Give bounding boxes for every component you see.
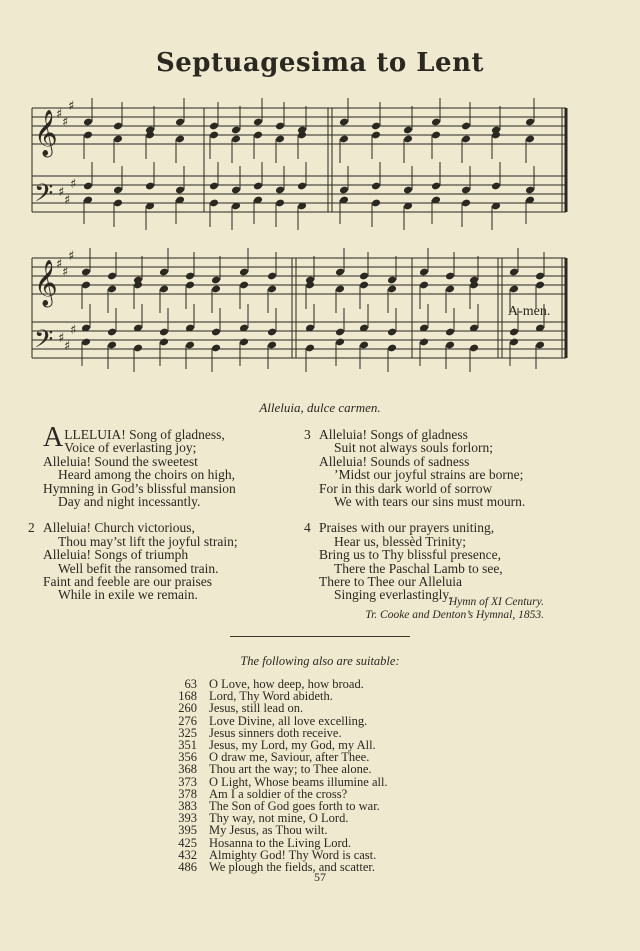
clef-glyph: ♯ [62,115,69,130]
verse-line: Bring us to Thy blissful presence, [319,547,501,563]
hymn-list-item [168,776,388,788]
hymn-list-item [168,837,388,849]
hymn-number: 378 [178,786,197,801]
verse-line: Faint and feeble are our praises [43,574,213,590]
verse-1 [28,422,298,510]
clef-glyph: ♯ [56,257,63,272]
hymn-number: 395 [178,823,197,838]
clef-glyph: 𝄞 [34,260,58,306]
hymn-first-line: Thy way, not mine, O Lord. [209,811,349,826]
verse-line: Hymning in God’s blissful mansion [43,480,236,496]
hymn-number: 425 [178,835,197,850]
verse-number: 3 [304,427,311,442]
clef-glyph: ♯ [70,177,77,192]
hymn-first-line: Jesus sinners doth receive. [209,725,342,740]
hymn-number: 383 [178,799,197,814]
verse-line: There to Thee our Alleluia [319,574,462,590]
hymn-list-item [168,702,388,714]
verse-line: ALLELUIA! Song of gladness, [43,422,225,453]
clef-glyph: ♯ [68,249,75,264]
hymn-first-line: Am I a soldier of the cross? [209,786,348,801]
music-score [0,0,640,380]
hymn-first-line: The Son of God goes forth to war. [209,799,380,814]
verse-line: Well befit the ransomed train. [58,560,219,576]
verse-line: Alleluia! Songs of gladness [319,427,468,442]
verse-line: Alleluia! Church victorious, [43,520,195,536]
hymn-number: 351 [178,738,197,753]
clef-glyph: ♯ [70,323,77,338]
hymn-number: 276 [178,713,197,728]
verse-line: Alleluia! Songs of triumph [43,547,189,563]
hymn-first-line: Almighty God! Thy Word is cast. [209,847,377,862]
hymn-number: 486 [178,860,197,875]
hymn-list-item [168,763,388,775]
verse-number: 4 [304,520,311,536]
verse-line: Day and night incessantly. [58,494,201,510]
hymn-list-item [168,715,388,727]
verse-line: Thou may’st lift the joyful strain; [58,533,238,549]
suitable-hymn-list [168,678,388,873]
hymn-first-line: Jesus, my Lord, my God, my All. [209,738,376,753]
page-number: 57 [314,870,326,884]
clef-glyph: ♯ [64,193,71,208]
hymn-first-line: We plough the fields, and scatter. [209,860,375,875]
hymn-first-line: O Love, how deep, how broad. [209,677,364,691]
clef-glyph: ♯ [56,107,63,122]
section-divider [230,636,410,637]
verses-right-column [304,428,614,615]
hymn-number: 63 [184,677,197,691]
verse-line: Alleluia! Sound the sweetest [43,453,198,469]
hymn-first-line: Thou art the way; to Thee alone. [209,762,372,777]
hymn-number: 373 [178,774,197,789]
verse-line: Alleluia! Sounds of sadness [319,453,470,469]
hymn-number: 393 [178,811,197,826]
clef-glyph: ♯ [62,265,69,280]
hymn-first-line: O draw me, Saviour, after Thee. [209,750,370,765]
clef-glyph: ♯ [68,99,75,114]
clef-glyph: ♯ [58,185,65,200]
hymn-number: 356 [178,750,197,765]
hymn-number: 260 [178,701,197,716]
hymn-first-line: O Light, Whose beams illumine all. [209,774,388,789]
hymn-first-line: Lord, Thy Word abideth. [209,689,333,704]
verse-4 [304,521,614,601]
verses-left-column [28,422,298,615]
hymn-list-item [168,824,388,836]
verse-line: Praises with our prayers uniting, [319,520,495,536]
verse-line: While in exile we remain. [58,587,198,603]
verse-line: Heard among the choirs on high, [58,467,235,483]
verse-line: ’Midst our joyful strains are borne; [334,467,524,483]
hymn-first-line: Love Divine, all love excelling. [209,713,368,728]
clef-glyph: ♯ [64,339,71,354]
hymn-attribution [304,596,544,622]
suitable-heading: The following also are suitable: [240,654,400,668]
hymn-first-line: My Jesus, as Thou wilt. [209,823,328,838]
verse-line: Singing everlastingly. [334,587,452,603]
verse-number: 2 [28,520,35,536]
hymn-number: 432 [178,847,197,862]
hymn-first-line: Jesus, still lead on. [209,701,304,716]
verse-line: There the Paschal Lamb to see, [334,560,503,576]
clef-glyph: ♯ [58,331,65,346]
amen-label: A-men. [508,304,551,319]
hymn-first-line: Hosanna to the Living Lord. [209,835,351,850]
page-title: Septuagesima to Lent [155,48,485,78]
verse-line: Voice of everlasting joy; [64,440,197,456]
verse-3 [304,428,614,508]
hymn-number: 325 [178,725,197,740]
clef-glyph: 𝄢 [34,325,54,360]
verse-line: For in this dark world of sorrow [319,480,493,496]
clef-glyph: 𝄞 [34,110,58,156]
verse-line: Hear us, blessèd Trinity; [334,533,467,549]
attribution-source: Hymn of XI Century. [448,596,544,608]
hymn-number: 168 [178,689,197,704]
hymn-number: 368 [178,762,197,777]
drop-cap: A [43,422,64,453]
attribution-translator: Tr. Cooke and Denton’s Hymnal, 1853. [365,608,544,621]
clef-glyph: 𝄢 [34,179,54,214]
verse-line: Suit not always souls forlorn; [334,440,493,456]
verse-line: We with tears our sins must mourn. [334,494,526,510]
tune-name: Alleluia, dulce carmen. [259,400,381,415]
verse-2 [28,521,298,601]
